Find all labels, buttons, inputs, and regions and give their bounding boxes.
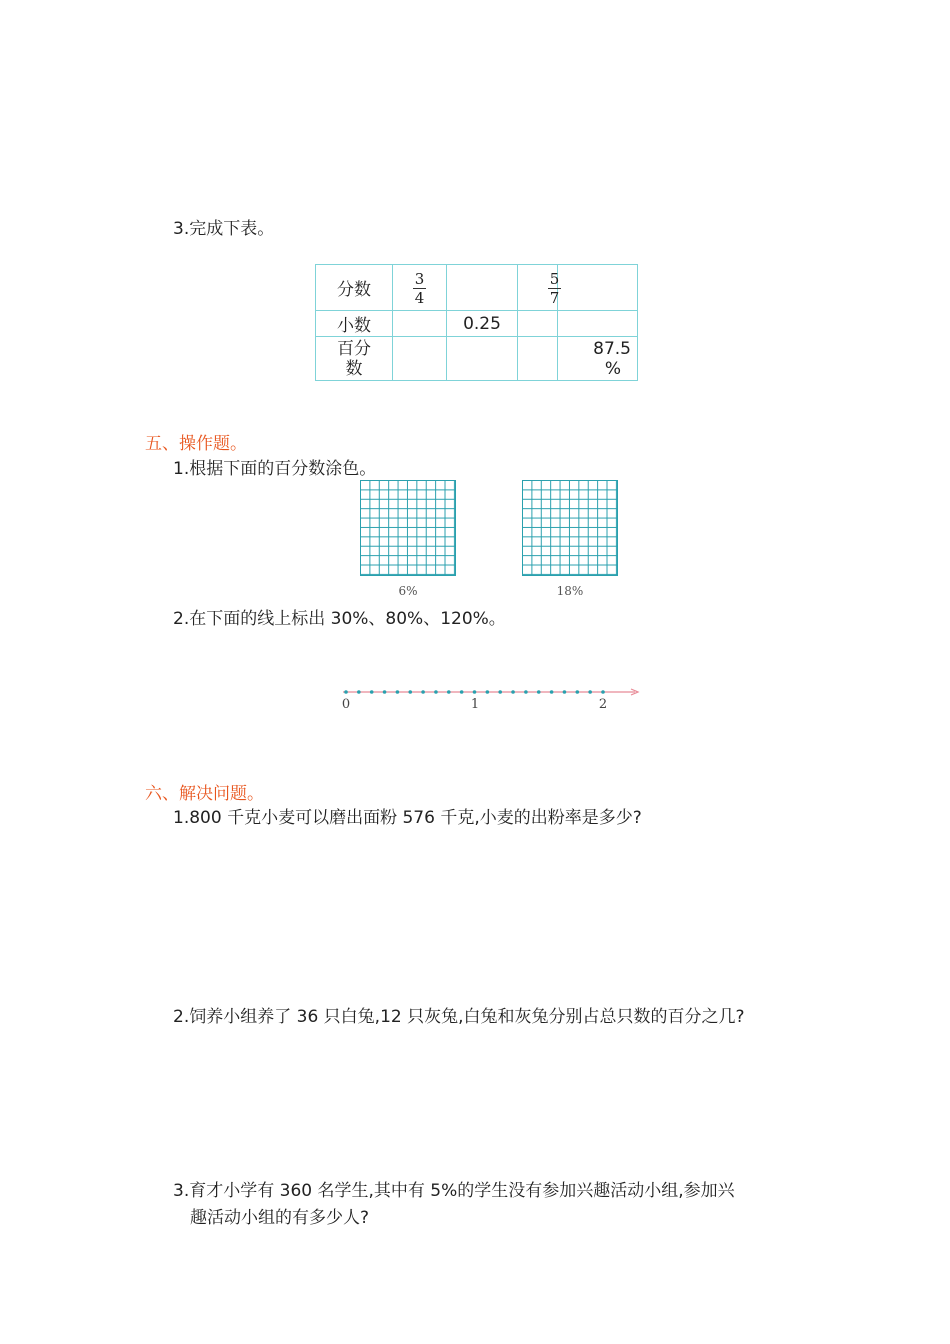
number-line-ticks bbox=[344, 690, 605, 694]
number-line-tick bbox=[601, 690, 605, 694]
hundred-grid-2[interactable] bbox=[522, 480, 618, 576]
cell-empty[interactable] bbox=[393, 311, 447, 337]
conversion-table bbox=[315, 264, 638, 381]
cell-percent-value: 87.5 % bbox=[558, 337, 638, 381]
cell-fraction-3-4 bbox=[393, 265, 447, 311]
number-line-tick bbox=[434, 690, 438, 694]
number-line-tick bbox=[511, 690, 515, 694]
header-percent: 百分 数 bbox=[316, 337, 393, 381]
number-line-label-2: 2 bbox=[598, 697, 608, 712]
cell-empty[interactable] bbox=[393, 337, 447, 381]
cell-decimal-value: 0.25 bbox=[447, 311, 518, 337]
grid-label-2: 18% bbox=[556, 584, 584, 598]
number-line-tick bbox=[498, 690, 502, 694]
number-line-tick bbox=[408, 690, 412, 694]
number-line-tick bbox=[396, 690, 400, 694]
cell-empty[interactable] bbox=[558, 311, 638, 337]
number-line-tick bbox=[383, 690, 387, 694]
grid-label-1: 6% bbox=[398, 584, 418, 598]
section-5-question-1: 1.根据下面的百分数涂色。 bbox=[173, 459, 377, 479]
cell-fraction-5-7 bbox=[518, 265, 558, 311]
number-line-tick bbox=[563, 690, 567, 694]
cell-empty[interactable] bbox=[447, 265, 518, 311]
section-6-question-1: 1.800 千克小麦可以磨出面粉 576 千克,小麦的出粉率是多少? bbox=[173, 808, 642, 828]
section-5-question-2: 2.在下面的线上标出 30%、80%、120%。 bbox=[173, 609, 506, 629]
number-line-tick bbox=[537, 690, 541, 694]
cell-empty[interactable] bbox=[518, 311, 558, 337]
number-line-tick bbox=[357, 690, 361, 694]
number-line-tick bbox=[473, 690, 477, 694]
number-line-tick bbox=[576, 690, 580, 694]
hundred-grid-1[interactable] bbox=[360, 480, 456, 576]
section-6-heading: 六、解决问题。 bbox=[145, 784, 264, 804]
section-6-question-3-line-1: 3.育才小学有 360 名学生,其中有 5%的学生没有参加兴趣活动小组,参加兴 bbox=[173, 1181, 735, 1201]
section-6-question-2: 2.饲养小组养了 36 只白兔,12 只灰兔,白兔和灰兔分别占总只数的百分之几? bbox=[173, 1007, 745, 1027]
number-line-tick bbox=[370, 690, 374, 694]
number-line-tick bbox=[344, 690, 348, 694]
section-5-heading: 五、操作题。 bbox=[145, 434, 247, 454]
fraction-5-7: $\frac{5}{7}$ bbox=[549, 270, 560, 307]
cell-empty[interactable] bbox=[447, 337, 518, 381]
number-line-tick bbox=[421, 690, 425, 694]
number-line-tick bbox=[524, 690, 528, 694]
number-line-label-1: 1 bbox=[470, 697, 480, 712]
number-line-tick bbox=[588, 690, 592, 694]
fraction-3-4: $\frac{3}{4}$ bbox=[414, 270, 425, 307]
number-line[interactable] bbox=[335, 680, 645, 714]
header-decimal: 小数 bbox=[316, 311, 393, 337]
question-3-title: 3.完成下表。 bbox=[173, 219, 275, 239]
number-line-tick bbox=[460, 690, 464, 694]
number-line-tick bbox=[447, 690, 451, 694]
number-line-label-0: 0 bbox=[341, 697, 351, 712]
cell-empty[interactable] bbox=[558, 265, 638, 311]
section-6-question-3-line-2: 趣活动小组的有多少人? bbox=[190, 1208, 370, 1228]
cell-empty[interactable] bbox=[518, 337, 558, 381]
number-line-tick bbox=[486, 690, 490, 694]
number-line-tick bbox=[550, 690, 554, 694]
header-fraction: 分数 bbox=[316, 265, 393, 311]
